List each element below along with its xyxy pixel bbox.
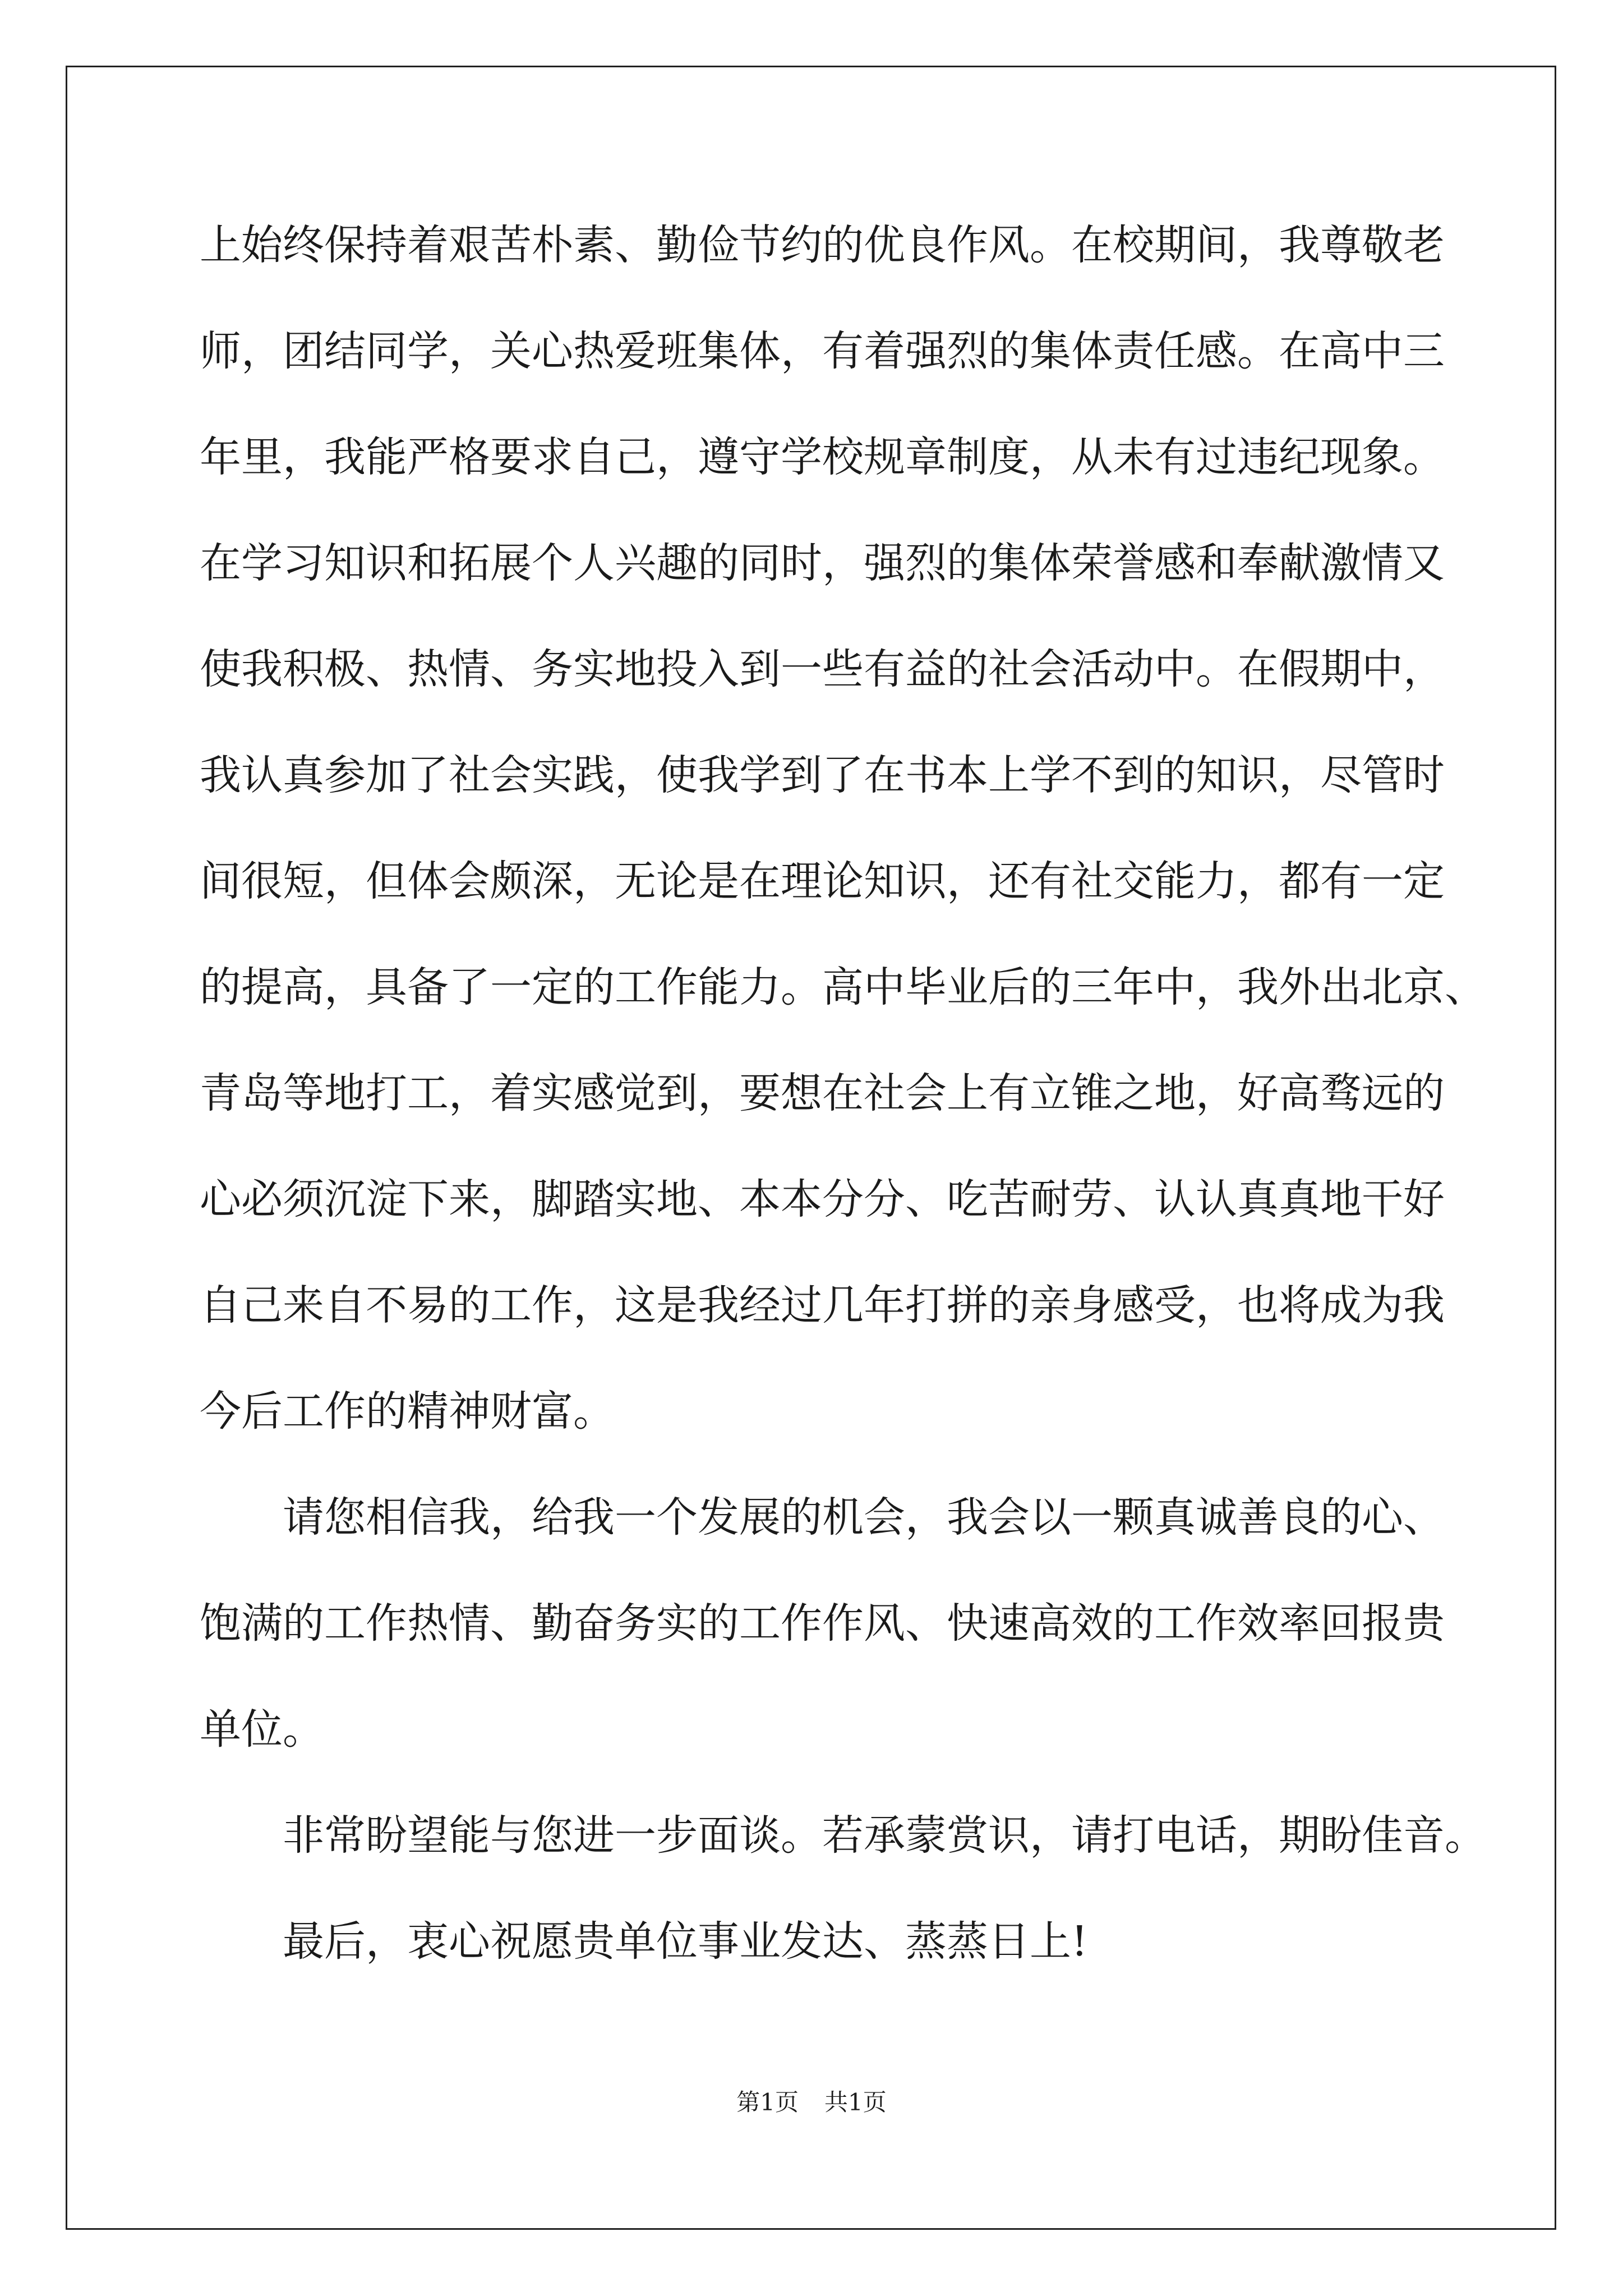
text-line: 师，团结同学，关心热爱班集体，有着强烈的集体责任感。在高中三 (200, 327, 1445, 375)
document-body (200, 214, 1486, 2017)
text-line: 我认真参加了社会实践，使我学到了在书本上学不到的知识，尽管时 (200, 751, 1445, 799)
text-line: 自己来自不易的工作，这是我经过几年打拼的亲身感受，也将成为我 (200, 1281, 1445, 1329)
text-line: 在学习知识和拓展个人兴趣的同时，强烈的集体荣誉感和奉献激情又 (200, 539, 1445, 587)
text-line: 使我积极、热情、务实地投入到一些有益的社会活动中。在假期中， (200, 645, 1445, 693)
page-footer (0, 2086, 1623, 2119)
page-total: 共1页 (824, 2088, 887, 2116)
paragraph-start-line: 非常盼望能与您进一步面谈。若承蒙赏识，请打电话，期盼佳音。 (283, 1811, 1486, 1860)
text-line: 上始终保持着艰苦朴素、勤俭节约的优良作风。在校期间，我尊敬老 (200, 221, 1445, 269)
text-line: 今后工作的精神财富。 (200, 1387, 615, 1435)
text-line: 年里，我能严格要求自己，遵守学校规章制度，从未有过违纪现象。 (200, 433, 1445, 481)
closing-line: 最后，衷心祝愿贵单位事业发达、蒸蒸日上! (283, 1917, 1088, 1966)
paragraph-start-line: 请您相信我，给我一个发展的机会，我会以一颗真诚善良的心、 (283, 1493, 1445, 1542)
page-number: 第1页 (736, 2088, 799, 2116)
text-line: 单位。 (200, 1705, 324, 1754)
text-line: 青岛等地打工，着实感觉到，要想在社会上有立锥之地，好高骛远的 (200, 1069, 1445, 1117)
text-line: 间很短，但体会颇深，无论是在理论知识，还有社交能力，都有一定 (200, 857, 1445, 905)
text-line: 饱满的工作热情、勤奋务实的工作作风、快速高效的工作效率回报贵 (200, 1599, 1445, 1648)
text-line: 心必须沉淀下来，脚踏实地、本本分分、吃苦耐劳、认认真真地干好 (200, 1175, 1445, 1223)
text-line: 的提高，具备了一定的工作能力。高中毕业后的三年中，我外出北京、 (200, 963, 1486, 1011)
